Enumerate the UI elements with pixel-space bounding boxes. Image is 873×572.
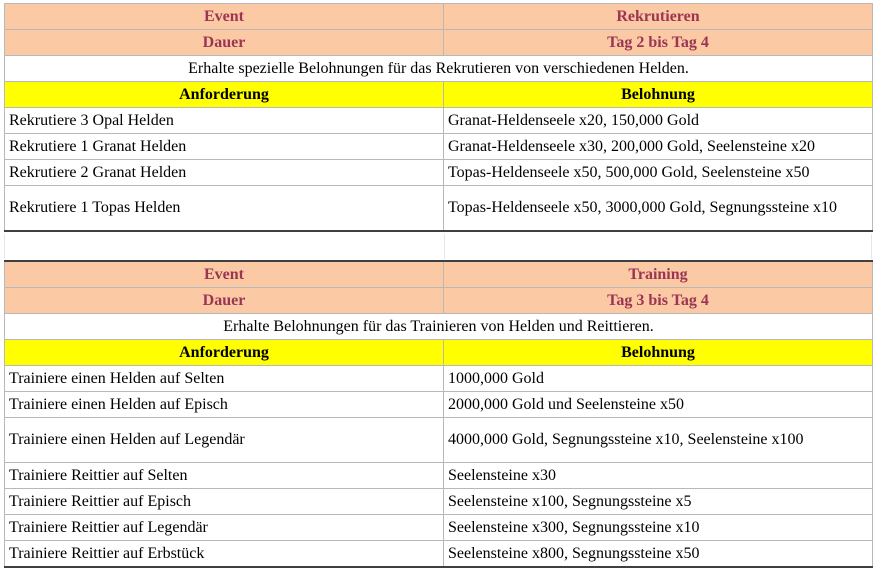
event-row	[5, 4, 873, 30]
reward-cell: Seelensteine x30	[444, 463, 873, 489]
description-row	[5, 56, 873, 82]
table-row	[5, 515, 873, 541]
requirement-header: Anforderung	[5, 82, 444, 108]
event-description: Erhalte spezielle Belohnungen für das Rekrutieren von verschiedenen Helden.	[5, 56, 873, 82]
table-row	[5, 186, 873, 232]
table-row	[5, 392, 873, 418]
reward-header: Belohnung	[444, 82, 873, 108]
reward-cell: Granat-Heldenseele x30, 200,000 Gold, Seelensteine x20	[444, 134, 873, 160]
table-spacer	[4, 234, 872, 259]
duration-row	[5, 288, 873, 314]
reward-cell: Seelensteine x300, Segnungssteine x10	[444, 515, 873, 541]
table-row	[5, 489, 873, 515]
training-event-table	[4, 260, 873, 568]
requirement-cell: Trainiere Reittier auf Legendär	[5, 515, 444, 541]
requirement-cell: Rekrutiere 2 Granat Helden	[5, 160, 444, 186]
duration-value: Tag 2 bis Tag 4	[444, 30, 873, 56]
requirement-header: Anforderung	[5, 340, 444, 366]
recruit-event-table	[4, 3, 873, 232]
requirement-cell: Trainiere Reittier auf Selten	[5, 463, 444, 489]
reward-header: Belohnung	[444, 340, 873, 366]
description-row	[5, 314, 873, 340]
requirement-cell: Rekrutiere 1 Granat Helden	[5, 134, 444, 160]
reward-cell: 1000,000 Gold	[444, 366, 873, 392]
reward-cell: Seelensteine x800, Segnungssteine x50	[444, 541, 873, 568]
event-label: Event	[5, 4, 444, 30]
requirement-cell: Trainiere einen Helden auf Selten	[5, 366, 444, 392]
reward-cell: Topas-Heldenseele x50, 500,000 Gold, Seelensteine x50	[444, 160, 873, 186]
duration-row	[5, 30, 873, 56]
event-value: Training	[444, 261, 873, 288]
table-row	[5, 418, 873, 463]
table-row	[5, 108, 873, 134]
event-description: Erhalte Belohnungen für das Trainieren von Helden und Reittieren.	[5, 314, 873, 340]
spacer-cell	[4, 234, 445, 259]
requirement-cell: Trainiere einen Helden auf Legendär	[5, 418, 444, 463]
reward-cell: 2000,000 Gold und Seelensteine x50	[444, 392, 873, 418]
table-row	[5, 541, 873, 568]
column-header-row	[5, 340, 873, 366]
requirement-cell: Trainiere Reittier auf Erbstück	[5, 541, 444, 568]
event-row	[5, 261, 873, 288]
table-row	[5, 134, 873, 160]
requirement-cell: Rekrutiere 1 Topas Helden	[5, 186, 444, 232]
reward-cell: Seelensteine x100, Segnungssteine x5	[444, 489, 873, 515]
spacer-cell	[444, 234, 872, 259]
reward-cell: 4000,000 Gold, Segnungssteine x10, Seelensteine x100	[444, 418, 873, 463]
requirement-cell: Rekrutiere 3 Opal Helden	[5, 108, 444, 134]
duration-value: Tag 3 bis Tag 4	[444, 288, 873, 314]
event-label: Event	[5, 261, 444, 288]
column-header-row	[5, 82, 873, 108]
duration-label: Dauer	[5, 288, 444, 314]
reward-cell: Granat-Heldenseele x20, 150,000 Gold	[444, 108, 873, 134]
table-row	[5, 160, 873, 186]
requirement-cell: Trainiere einen Helden auf Episch	[5, 392, 444, 418]
table-row	[5, 366, 873, 392]
event-value: Rekrutieren	[444, 4, 873, 30]
requirement-cell: Trainiere Reittier auf Episch	[5, 489, 444, 515]
table-row	[5, 463, 873, 489]
reward-cell: Topas-Heldenseele x50, 3000,000 Gold, Segnungssteine x10	[444, 186, 873, 232]
duration-label: Dauer	[5, 30, 444, 56]
